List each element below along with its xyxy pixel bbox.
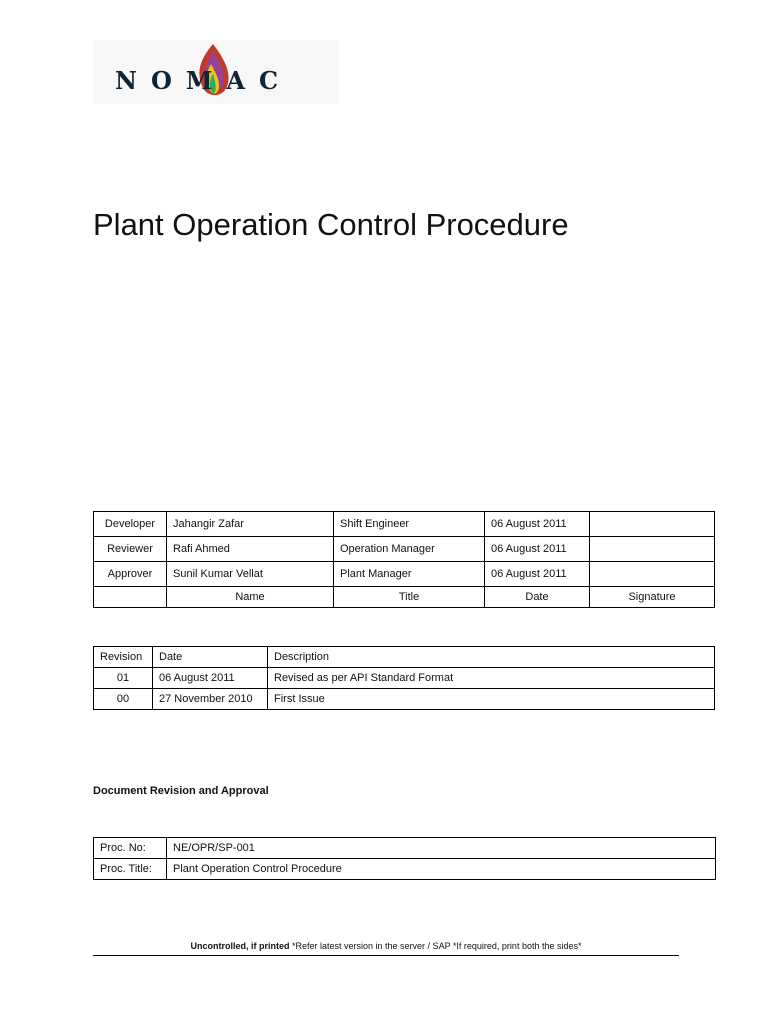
date-cell: 06 August 2011 <box>485 512 590 537</box>
title-cell: Operation Manager <box>334 537 485 562</box>
date-header: Date <box>153 647 268 668</box>
signature-cell <box>590 512 715 537</box>
footer-divider <box>93 955 679 956</box>
proc-title-label: Proc. Title: <box>94 859 167 880</box>
signature-cell <box>590 537 715 562</box>
date-cell: 27 November 2010 <box>153 689 268 710</box>
signature-header: Signature <box>590 587 715 608</box>
table-row <box>94 562 715 587</box>
revision-header-row <box>94 647 715 668</box>
role-cell: Approver <box>94 562 167 587</box>
date-cell: 06 August 2011 <box>485 537 590 562</box>
title-header: Title <box>334 587 485 608</box>
role-cell: Reviewer <box>94 537 167 562</box>
proc-no-label: Proc. No: <box>94 838 167 859</box>
revision-cell: 00 <box>94 689 153 710</box>
signature-cell <box>590 562 715 587</box>
description-cell: First Issue <box>268 689 715 710</box>
footer-note <box>93 941 679 951</box>
procedure-table <box>93 837 716 880</box>
proc-no-value: NE/OPR/SP-001 <box>167 838 716 859</box>
table-row <box>94 512 715 537</box>
table-row <box>94 668 715 689</box>
name-cell: Sunil Kumar Vellat <box>167 562 334 587</box>
description-header: Description <box>268 647 715 668</box>
approval-table <box>93 511 715 608</box>
logo-wordmark: NOMAC <box>115 66 293 95</box>
name-cell: Rafi Ahmed <box>167 537 334 562</box>
nomac-logo <box>93 40 339 104</box>
title-cell: Shift Engineer <box>334 512 485 537</box>
title-cell: Plant Manager <box>334 562 485 587</box>
approval-header-row <box>94 587 715 608</box>
table-row <box>94 689 715 710</box>
empty-cell <box>94 587 167 608</box>
date-header: Date <box>485 587 590 608</box>
name-header: Name <box>167 587 334 608</box>
table-row <box>94 838 716 859</box>
section-label: Document Revision and Approval <box>93 785 269 797</box>
revision-cell: 01 <box>94 668 153 689</box>
table-row <box>94 859 716 880</box>
name-cell: Jahangir Zafar <box>167 512 334 537</box>
document-title: Plant Operation Control Procedure <box>93 207 569 242</box>
proc-title-value: Plant Operation Control Procedure <box>167 859 716 880</box>
date-cell: 06 August 2011 <box>485 562 590 587</box>
footer-text: *Refer latest version in the server / SAP *If required, print both the sides* <box>289 941 582 951</box>
footer-bold: Uncontrolled, if printed <box>190 941 290 951</box>
revision-header: Revision <box>94 647 153 668</box>
date-cell: 06 August 2011 <box>153 668 268 689</box>
role-cell: Developer <box>94 512 167 537</box>
description-cell: Revised as per API Standard Format <box>268 668 715 689</box>
table-row <box>94 537 715 562</box>
revision-table <box>93 646 715 710</box>
